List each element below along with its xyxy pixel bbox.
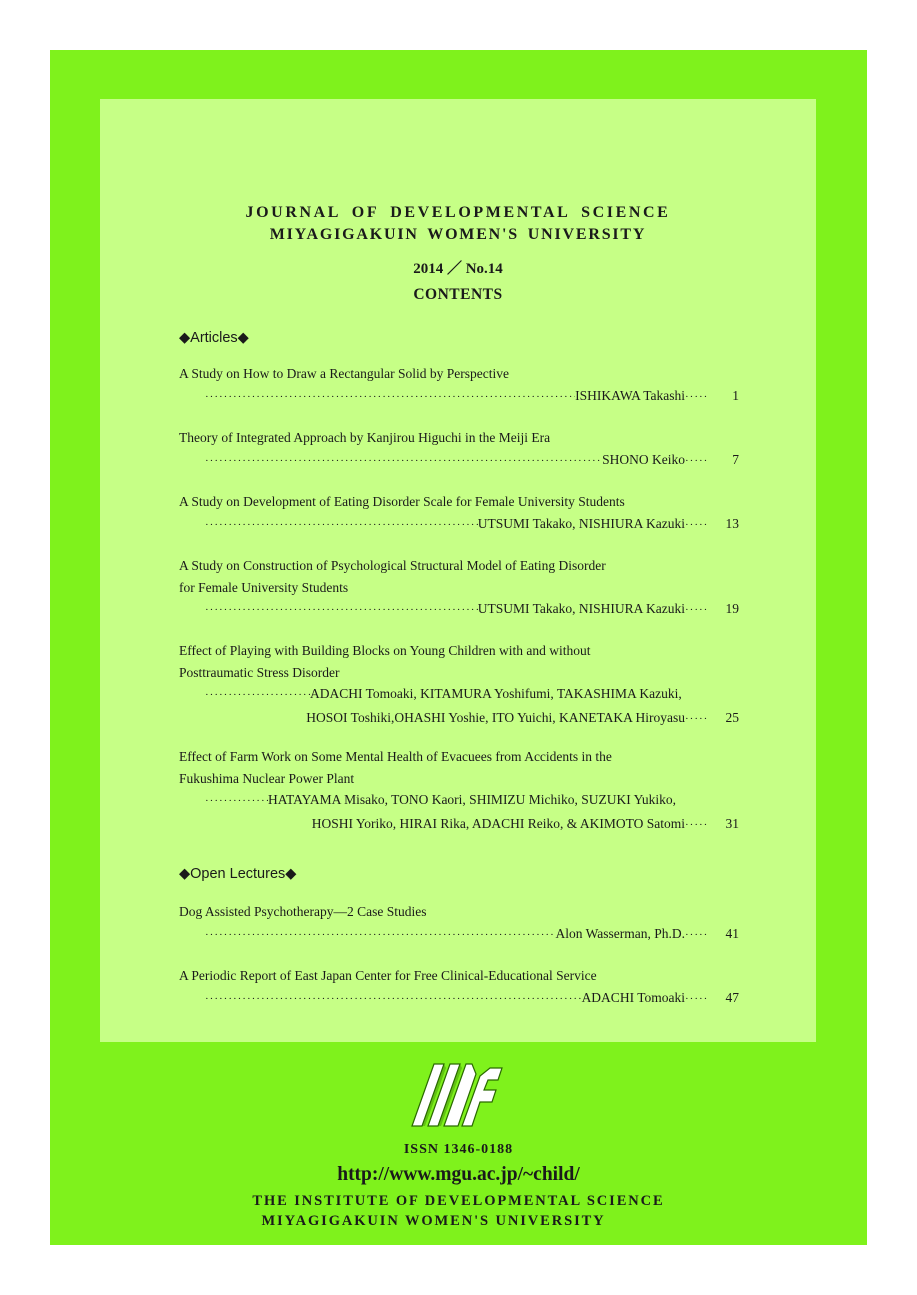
entry-title: Theory of Integrated Approach by Kanjirou Higuchi in the Meiji Era xyxy=(179,430,551,445)
leader-dots xyxy=(205,925,555,947)
entry-title: A Study on Construction of Psychological Structural Model of Eating Disorder xyxy=(179,558,606,573)
toc-entry xyxy=(179,491,739,536)
entry-authors: ADACHI Tomoaki xyxy=(581,989,685,1005)
issn-number: ISSN 1346-0188 xyxy=(403,1142,514,1157)
entry-page: 41 xyxy=(725,925,739,941)
entry-page: 7 xyxy=(732,451,739,467)
leader-dots xyxy=(205,451,602,473)
entry-title: Effect of Playing with Building Blocks on Young Children with and without xyxy=(179,643,591,658)
entry-title-line2: for Female University Students xyxy=(179,579,349,595)
institute-name: THE INSTITUTE OF DEVELOPMENTAL SCIENCE xyxy=(252,1193,665,1209)
entry-authors: SHONO Keiko xyxy=(602,451,685,467)
mds-logo-icon xyxy=(410,1060,506,1128)
entry-title-line2: Posttraumatic Stress Disorder xyxy=(179,664,340,680)
leader-dots xyxy=(205,387,575,409)
section-open-lectures: ◆Open Lectures◆ xyxy=(179,866,297,882)
entry-title: A Periodic Report of East Japan Center for Free Clinical-Educational Service xyxy=(179,968,597,983)
university-name: MIYAGIGAKUIN WOMEN'S UNIVERSITY xyxy=(261,1213,606,1229)
entry-authors-line2: HOSHI Yoriko, HIRAI Rika, ADACHI Reiko, & AKIMOTO Satomi xyxy=(311,815,685,831)
leader-dots xyxy=(205,515,478,537)
entry-authors: ISHIKAWA Takashi xyxy=(575,387,685,403)
toc-entry xyxy=(179,965,739,1010)
entry-page: 1 xyxy=(732,387,739,403)
website-url: http://www.mgu.ac.jp/~child/ xyxy=(337,1164,580,1185)
entry-authors: UTSUMI Takako, NISHIURA Kazuki xyxy=(477,515,685,531)
leader-dots xyxy=(205,685,310,707)
entry-page: 31 xyxy=(725,815,739,831)
entry-title: A Study on Development of Eating Disorder Scale for Female University Students xyxy=(179,494,625,509)
entry-title: Dog Assisted Psychotherapy—2 Case Studies xyxy=(179,904,427,919)
leader-dots xyxy=(205,989,582,1011)
entry-authors-line2: HOSOI Toshiki,OHASHI Yoshie, ITO Yuichi, KANETAKA Hiroyasu xyxy=(306,709,685,725)
toc-entry xyxy=(179,363,739,408)
entry-authors: Alon Wasserman, Ph.D. xyxy=(555,925,685,941)
entry-page: 25 xyxy=(725,709,739,725)
entry-title: Effect of Farm Work on Some Mental Health of Evacuees from Accidents in the xyxy=(179,749,612,764)
entry-authors: ADACHI Tomoaki, KITAMURA Yoshifumi, TAKASHIMA Kazuki, xyxy=(310,686,682,701)
journal-title: JOURNAL OF DEVELOPMENTAL SCIENCE xyxy=(245,204,671,221)
toc-entry xyxy=(179,427,739,472)
section-articles: ◆Articles◆ xyxy=(179,330,249,346)
leader-dots xyxy=(205,600,478,622)
toc-entry xyxy=(179,555,739,622)
entry-page: 19 xyxy=(725,601,739,616)
toc-entry xyxy=(179,901,739,946)
toc-entry xyxy=(179,640,739,730)
entry-page: 13 xyxy=(725,515,739,531)
leader-dots xyxy=(205,791,268,813)
entry-page: 47 xyxy=(725,989,739,1005)
entry-title-line2: Fukushima Nuclear Power Plant xyxy=(179,770,355,786)
contents-heading: CONTENTS xyxy=(413,286,503,303)
university-title: MIYAGIGAKUIN WOMEN'S UNIVERSITY xyxy=(269,226,647,243)
toc-entry xyxy=(179,746,739,836)
entry-authors: HATAYAMA Misako, TONO Kaori, SHIMIZU Michiko, SUZUKI Yukiko, xyxy=(268,792,677,807)
issue-number: 2014 ／ No.14 xyxy=(413,261,503,277)
entry-authors: UTSUMI Takako, NISHIURA Kazuki xyxy=(477,601,685,616)
contents-panel xyxy=(100,99,816,1042)
entry-title: A Study on How to Draw a Rectangular Solid by Perspective xyxy=(179,366,509,381)
